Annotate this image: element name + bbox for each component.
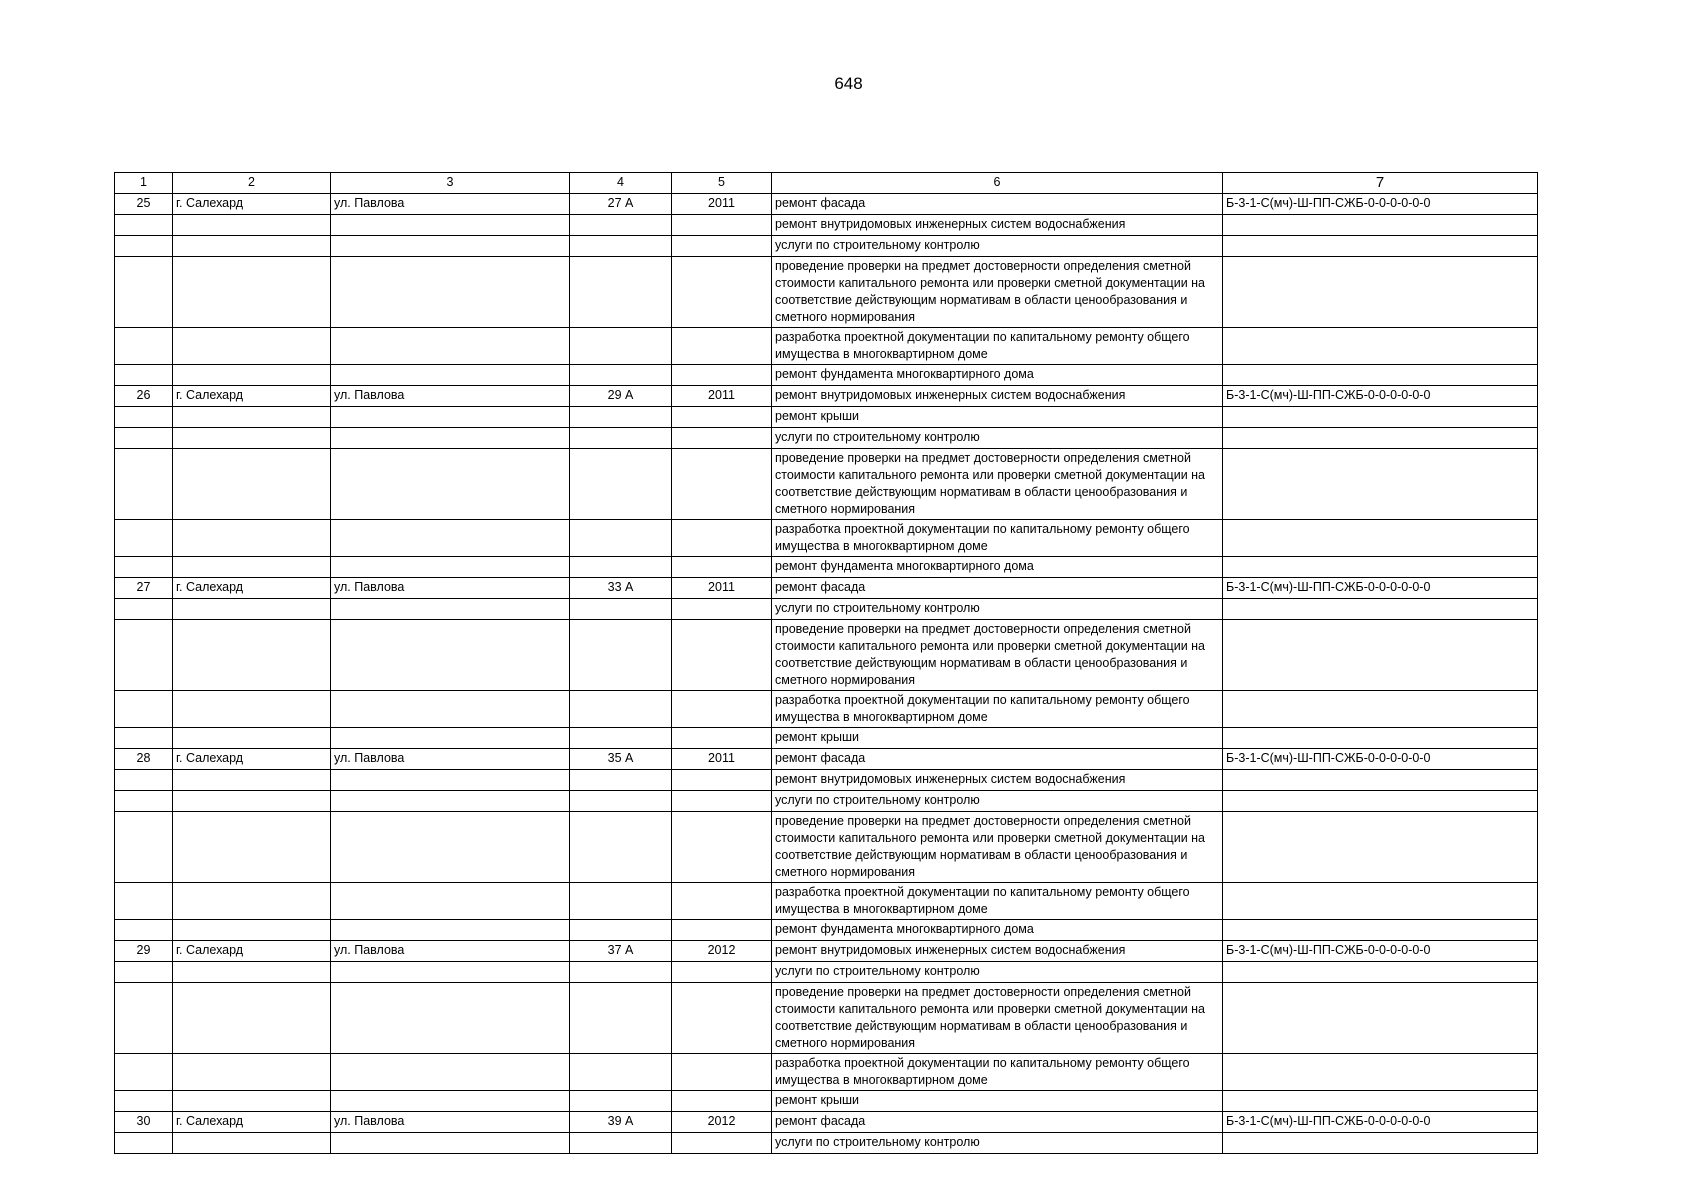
table-row-work	[115, 691, 1538, 728]
table-row-work	[115, 328, 1538, 365]
table-row-entry	[115, 386, 1538, 407]
table-row-work	[115, 983, 1538, 1054]
cell-street	[331, 449, 570, 520]
table-row-work	[115, 215, 1538, 236]
cell-city	[173, 1054, 331, 1091]
cell-city: г. Салехард	[173, 386, 331, 407]
cell-work: ремонт внутридомовых инженерных систем водоснабжения	[772, 770, 1223, 791]
cell-street	[331, 1091, 570, 1112]
cell-city	[173, 520, 331, 557]
cell-number	[115, 883, 173, 920]
cell-code	[1223, 791, 1538, 812]
cell-number	[115, 599, 173, 620]
cell-street	[331, 407, 570, 428]
cell-street: ул. Павлова	[331, 749, 570, 770]
cell-city	[173, 620, 331, 691]
table-row-work	[115, 728, 1538, 749]
table-row-work	[115, 449, 1538, 520]
cell-code	[1223, 449, 1538, 520]
cell-code	[1223, 1091, 1538, 1112]
column-header: 5	[672, 173, 772, 194]
cell-city	[173, 557, 331, 578]
cell-code	[1223, 599, 1538, 620]
table-row-work	[115, 770, 1538, 791]
cell-work: ремонт фасада	[772, 749, 1223, 770]
cell-city: г. Салехард	[173, 749, 331, 770]
cell-year	[672, 983, 772, 1054]
cell-city	[173, 883, 331, 920]
cell-city	[173, 791, 331, 812]
cell-city: г. Салехард	[173, 194, 331, 215]
table-row-work	[115, 365, 1538, 386]
table-row-work	[115, 812, 1538, 883]
table-row-work	[115, 557, 1538, 578]
cell-code	[1223, 920, 1538, 941]
cell-code	[1223, 557, 1538, 578]
cell-work: ремонт крыши	[772, 1091, 1223, 1112]
cell-street	[331, 962, 570, 983]
cell-house	[570, 257, 672, 328]
cell-number: 28	[115, 749, 173, 770]
cell-work: ремонт фасада	[772, 194, 1223, 215]
cell-street	[331, 1133, 570, 1154]
cell-work: услуги по строительному контролю	[772, 791, 1223, 812]
cell-code	[1223, 365, 1538, 386]
table-row-work	[115, 920, 1538, 941]
column-header: 3	[331, 173, 570, 194]
cell-work: проведение проверки на предмет достоверности определения сметной стоимости капитального ремонта или проверки сметной документации на соответствие действующим нормативам в области ценообразования и сметного нормирования	[772, 812, 1223, 883]
cell-street: ул. Павлова	[331, 941, 570, 962]
cell-street	[331, 1054, 570, 1091]
column-header: 1	[115, 173, 173, 194]
cell-code	[1223, 236, 1538, 257]
cell-code	[1223, 215, 1538, 236]
cell-code	[1223, 257, 1538, 328]
cell-code	[1223, 812, 1538, 883]
cell-work: ремонт фундамента многоквартирного дома	[772, 920, 1223, 941]
cell-city	[173, 365, 331, 386]
table-body	[115, 173, 1538, 1154]
table-row-work	[115, 962, 1538, 983]
cell-street	[331, 983, 570, 1054]
cell-number	[115, 1054, 173, 1091]
cell-street	[331, 257, 570, 328]
cell-house	[570, 236, 672, 257]
cell-number	[115, 920, 173, 941]
cell-house: 39 А	[570, 1112, 672, 1133]
cell-street	[331, 728, 570, 749]
cell-work: ремонт крыши	[772, 407, 1223, 428]
cell-year	[672, 449, 772, 520]
cell-year	[672, 728, 772, 749]
cell-house	[570, 365, 672, 386]
cell-work: проведение проверки на предмет достоверности определения сметной стоимости капитального ремонта или проверки сметной документации на соответствие действующим нормативам в области ценообразования и сметного нормирования	[772, 257, 1223, 328]
cell-work: проведение проверки на предмет достоверности определения сметной стоимости капитального ремонта или проверки сметной документации на соответствие действующим нормативам в области ценообразования и сметного нормирования	[772, 983, 1223, 1054]
table-row-work	[115, 520, 1538, 557]
cell-house	[570, 449, 672, 520]
cell-code: Б-3-1-С(мч)-Ш-ПП-СЖБ-0-0-0-0-0-0	[1223, 749, 1538, 770]
cell-work: услуги по строительному контролю	[772, 962, 1223, 983]
cell-work: разработка проектной документации по капитальному ремонту общего имущества в многоквартирном доме	[772, 883, 1223, 920]
cell-code	[1223, 883, 1538, 920]
cell-year	[672, 691, 772, 728]
cell-year	[672, 365, 772, 386]
cell-street	[331, 691, 570, 728]
cell-year	[672, 328, 772, 365]
cell-number: 26	[115, 386, 173, 407]
cell-code	[1223, 328, 1538, 365]
cell-work: ремонт фасада	[772, 1112, 1223, 1133]
cell-street: ул. Павлова	[331, 578, 570, 599]
table-row-entry	[115, 941, 1538, 962]
cell-house	[570, 407, 672, 428]
cell-year	[672, 1091, 772, 1112]
cell-code	[1223, 407, 1538, 428]
cell-house: 29 А	[570, 386, 672, 407]
cell-street	[331, 770, 570, 791]
cell-city	[173, 1091, 331, 1112]
table-row-work	[115, 1054, 1538, 1091]
cell-house	[570, 1091, 672, 1112]
cell-number	[115, 691, 173, 728]
cell-house	[570, 691, 672, 728]
cell-code	[1223, 770, 1538, 791]
table-row-work	[115, 883, 1538, 920]
cell-code	[1223, 1054, 1538, 1091]
table-row-work	[115, 428, 1538, 449]
cell-year	[672, 770, 772, 791]
cell-street: ул. Павлова	[331, 1112, 570, 1133]
cell-house	[570, 728, 672, 749]
cell-work: разработка проектной документации по капитальному ремонту общего имущества в многоквартирном доме	[772, 691, 1223, 728]
cell-number	[115, 236, 173, 257]
cell-house	[570, 1054, 672, 1091]
cell-work: услуги по строительному контролю	[772, 428, 1223, 449]
table-row-work	[115, 620, 1538, 691]
cell-work: ремонт фундамента многоквартирного дома	[772, 365, 1223, 386]
cell-year	[672, 812, 772, 883]
cell-year	[672, 620, 772, 691]
cell-street	[331, 557, 570, 578]
cell-street: ул. Павлова	[331, 194, 570, 215]
table-row-work	[115, 236, 1538, 257]
column-header: 6	[772, 173, 1223, 194]
table-row-entry	[115, 194, 1538, 215]
cell-work: разработка проектной документации по капитальному ремонту общего имущества в многоквартирном доме	[772, 520, 1223, 557]
cell-work: услуги по строительному контролю	[772, 236, 1223, 257]
cell-house	[570, 883, 672, 920]
cell-work: ремонт крыши	[772, 728, 1223, 749]
cell-number	[115, 962, 173, 983]
cell-year	[672, 407, 772, 428]
cell-city	[173, 236, 331, 257]
column-header: 4	[570, 173, 672, 194]
cell-number	[115, 365, 173, 386]
cell-work: ремонт фасада	[772, 578, 1223, 599]
table-row-work	[115, 599, 1538, 620]
cell-code: Б-3-1-С(мч)-Ш-ПП-СЖБ-0-0-0-0-0-0	[1223, 1112, 1538, 1133]
cell-city	[173, 962, 331, 983]
cell-street	[331, 620, 570, 691]
cell-street	[331, 236, 570, 257]
cell-code	[1223, 962, 1538, 983]
cell-house	[570, 962, 672, 983]
cell-number: 29	[115, 941, 173, 962]
cell-house	[570, 983, 672, 1054]
cell-house: 35 А	[570, 749, 672, 770]
cell-city	[173, 428, 331, 449]
cell-number	[115, 728, 173, 749]
cell-city	[173, 691, 331, 728]
cell-code: Б-3-1-С(мч)-Ш-ПП-СЖБ-0-0-0-0-0-0	[1223, 386, 1538, 407]
table-row-entry	[115, 749, 1538, 770]
cell-street	[331, 812, 570, 883]
cell-house	[570, 770, 672, 791]
cell-street	[331, 428, 570, 449]
header-row	[115, 173, 1538, 194]
cell-house: 37 А	[570, 941, 672, 962]
cell-work: ремонт внутридомовых инженерных систем водоснабжения	[772, 941, 1223, 962]
table-row-work	[115, 1091, 1538, 1112]
cell-house	[570, 428, 672, 449]
cell-code	[1223, 728, 1538, 749]
cell-code	[1223, 983, 1538, 1054]
cell-number	[115, 1091, 173, 1112]
cell-year	[672, 557, 772, 578]
cell-year	[672, 428, 772, 449]
cell-work: ремонт фундамента многоквартирного дома	[772, 557, 1223, 578]
cell-house	[570, 920, 672, 941]
cell-work: ремонт внутридомовых инженерных систем водоснабжения	[772, 386, 1223, 407]
cell-city	[173, 920, 331, 941]
table-row-entry	[115, 1112, 1538, 1133]
cell-year: 2011	[672, 749, 772, 770]
cell-number	[115, 407, 173, 428]
cell-year	[672, 599, 772, 620]
cell-number	[115, 328, 173, 365]
cell-year: 2012	[672, 1112, 772, 1133]
cell-city	[173, 215, 331, 236]
table-row-work	[115, 1133, 1538, 1154]
cell-year: 2012	[672, 941, 772, 962]
cell-street	[331, 599, 570, 620]
column-header: 7	[1223, 173, 1538, 194]
cell-street	[331, 883, 570, 920]
cell-house	[570, 328, 672, 365]
cell-number	[115, 812, 173, 883]
cell-code	[1223, 520, 1538, 557]
cell-house	[570, 1133, 672, 1154]
cell-city	[173, 449, 331, 520]
cell-city	[173, 328, 331, 365]
cell-number	[115, 449, 173, 520]
cell-year: 2011	[672, 194, 772, 215]
cell-code: Б-3-1-С(мч)-Ш-ПП-СЖБ-0-0-0-0-0-0	[1223, 941, 1538, 962]
cell-number	[115, 791, 173, 812]
cell-number	[115, 557, 173, 578]
cell-number	[115, 983, 173, 1054]
cell-year: 2011	[672, 386, 772, 407]
table-row-work	[115, 407, 1538, 428]
page-number: 648	[834, 74, 863, 93]
cell-house: 27 А	[570, 194, 672, 215]
cell-street	[331, 920, 570, 941]
cell-year: 2011	[672, 578, 772, 599]
cell-code	[1223, 1133, 1538, 1154]
cell-street	[331, 520, 570, 557]
cell-house	[570, 791, 672, 812]
cell-house	[570, 599, 672, 620]
cell-city: г. Салехард	[173, 941, 331, 962]
cell-year	[672, 962, 772, 983]
cell-work: услуги по строительному контролю	[772, 1133, 1223, 1154]
cell-year	[672, 1054, 772, 1091]
table-row-entry	[115, 578, 1538, 599]
cell-house	[570, 215, 672, 236]
cell-work: разработка проектной документации по капитальному ремонту общего имущества в многоквартирном доме	[772, 1054, 1223, 1091]
cell-year	[672, 1133, 772, 1154]
cell-code: Б-3-1-С(мч)-Ш-ПП-СЖБ-0-0-0-0-0-0	[1223, 194, 1538, 215]
cell-house	[570, 520, 672, 557]
cell-year	[672, 236, 772, 257]
cell-number	[115, 1133, 173, 1154]
cell-year	[672, 920, 772, 941]
cell-city	[173, 812, 331, 883]
cell-street: ул. Павлова	[331, 386, 570, 407]
cell-house	[570, 620, 672, 691]
table-row-work	[115, 257, 1538, 328]
cell-city	[173, 599, 331, 620]
cell-city	[173, 1133, 331, 1154]
cell-number: 25	[115, 194, 173, 215]
cell-year	[672, 520, 772, 557]
cell-work: проведение проверки на предмет достоверности определения сметной стоимости капитального ремонта или проверки сметной документации на соответствие действующим нормативам в области ценообразования и сметного нормирования	[772, 620, 1223, 691]
cell-number	[115, 620, 173, 691]
cell-number: 30	[115, 1112, 173, 1133]
table-row-work	[115, 791, 1538, 812]
cell-street	[331, 365, 570, 386]
repair-registry-table	[114, 172, 1538, 1154]
cell-house	[570, 812, 672, 883]
cell-work: разработка проектной документации по капитальному ремонту общего имущества в многоквартирном доме	[772, 328, 1223, 365]
cell-house	[570, 557, 672, 578]
cell-city	[173, 770, 331, 791]
cell-code: Б-3-1-С(мч)-Ш-ПП-СЖБ-0-0-0-0-0-0	[1223, 578, 1538, 599]
cell-year	[672, 791, 772, 812]
cell-number	[115, 257, 173, 328]
cell-city	[173, 407, 331, 428]
column-header: 2	[173, 173, 331, 194]
cell-number	[115, 428, 173, 449]
cell-year	[672, 215, 772, 236]
cell-city	[173, 257, 331, 328]
cell-city	[173, 728, 331, 749]
cell-street	[331, 328, 570, 365]
cell-code	[1223, 691, 1538, 728]
cell-house: 33 А	[570, 578, 672, 599]
cell-city	[173, 983, 331, 1054]
cell-year	[672, 883, 772, 920]
cell-work: услуги по строительному контролю	[772, 599, 1223, 620]
cell-street	[331, 791, 570, 812]
cell-code	[1223, 620, 1538, 691]
cell-number	[115, 770, 173, 791]
cell-number	[115, 215, 173, 236]
cell-work: проведение проверки на предмет достоверности определения сметной стоимости капитального ремонта или проверки сметной документации на соответствие действующим нормативам в области ценообразования и сметного нормирования	[772, 449, 1223, 520]
cell-number	[115, 520, 173, 557]
cell-street	[331, 215, 570, 236]
cell-city: г. Салехард	[173, 1112, 331, 1133]
cell-work: ремонт внутридомовых инженерных систем водоснабжения	[772, 215, 1223, 236]
cell-year	[672, 257, 772, 328]
cell-city: г. Салехард	[173, 578, 331, 599]
cell-code	[1223, 428, 1538, 449]
cell-number: 27	[115, 578, 173, 599]
